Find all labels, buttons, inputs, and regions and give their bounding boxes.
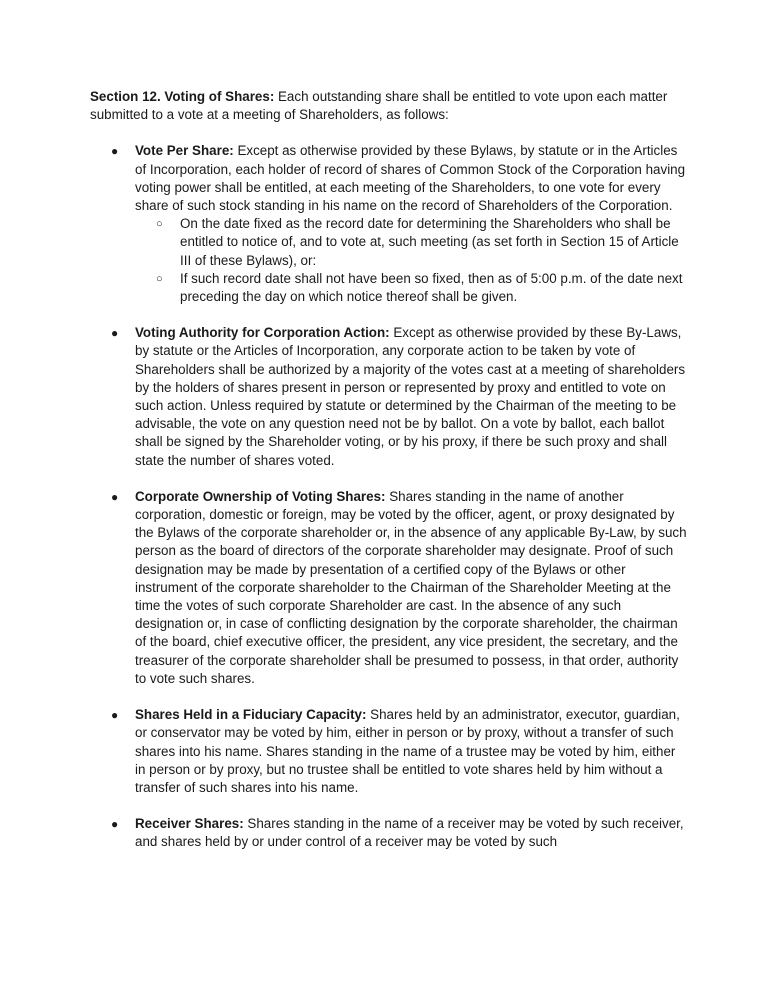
sub-list-item — [135, 270, 688, 306]
section-heading: Section 12. Voting of Shares: — [90, 89, 275, 104]
bullet-icon: ● — [111, 326, 119, 341]
item-title: Vote Per Share: — [135, 143, 234, 159]
bullet-icon: ● — [111, 708, 119, 723]
section-intro — [90, 88, 688, 124]
list-item — [90, 142, 688, 306]
list-item — [90, 706, 688, 797]
bullet-icon: ● — [111, 144, 119, 159]
sub-list — [135, 215, 688, 306]
item-text: Shares standing in the name of another corporation, domestic or foreign, may be voted by the officer, agent, or proxy designated by the Bylaws of the corporate shareholder or, in the absence of any applicable By-Law, by such person as the board of directors of the corporate shareholder may designate. Proof of such designation may be made by presentation of a certified copy of the Bylaws or other instrument of the corporate shareholder to the Chairman of the Shareholder Meeting at the time the votes of such corporate Shareholder are cast. In the absence of any such designation or, in case of conflicting designation by the corporate shareholder, the chairman of the board, chief executive officer, the president, any vice president, the secretary, and the treasurer of the corporate shareholder shall be presumed to possess, in that order, authority to vote such shares. — [135, 488, 687, 686]
item-title: Voting Authority for Corporation Action: — [135, 325, 390, 341]
item-text: Except as otherwise provided by these By-Laws, by statute or the Articles of Incorporation, any corporate action to be taken by vote of Shareholders shall be authorized by a majority of the votes cast at a meeting of shareholders by the holders of shares present in person or represented by proxy and entitled to vote on such action. Unless required by statute or determined by the Chairman of the meeting to be advisable, the vote on any question need not be by ballot. On a vote by ballot, each ballot shall be signed by the Shareholder voting, or by his proxy, if there be such proxy and shall state the number of shares voted. — [135, 325, 686, 468]
item-title: Corporate Ownership of Voting Shares: — [135, 488, 386, 504]
bullet-icon: ● — [111, 489, 119, 504]
circle-bullet-icon: ○ — [156, 218, 163, 231]
list-item — [90, 488, 688, 688]
sub-item-text: If such record date shall not have been so fixed, then as of 5:00 p.m. of the date next preceding the day on which notice thereof shall be given. — [180, 270, 683, 305]
item-text: Shares held by an administrator, executor, guardian, or conservator may be voted by him, either in person or by proxy, without a transfer of such shares into his name. Shares standing in the name of a trustee may be voted by him, either in person or by proxy, but no trustee shall be entitled to vote shares held by him without a transfer of such shares into his name. — [135, 707, 680, 795]
sub-item-text: On the date fixed as the record date for determining the Shareholders who shall be entitled to notice of, and to vote at, such meeting (as set forth in Section 15 of Article III of these Bylaws), or: — [180, 216, 679, 268]
circle-bullet-icon: ○ — [156, 272, 163, 285]
item-text: Except as otherwise provided by these Bylaws, by statute or in the Articles of Incorporation, each holder of record of shares of Common Stock of the Corporation having voting power shall be entitled, at each meeting of the Shareholders, to one vote for every share of such stock standing in his name on the record of Shareholders of the Corporation. — [135, 143, 686, 214]
document-page — [90, 88, 688, 870]
item-title: Shares Held in a Fiduciary Capacity: — [135, 707, 367, 723]
list-item — [90, 324, 688, 470]
sub-list-item — [135, 215, 688, 270]
voting-rules-list — [90, 142, 688, 851]
item-text: Shares standing in the name of a receiver may be voted by such receiver, and shares held by or under control of a receiver may be voted by such — [135, 816, 684, 850]
bullet-icon: ● — [111, 817, 119, 832]
item-title: Receiver Shares: — [135, 816, 244, 832]
list-item — [90, 815, 688, 851]
section-intro-text: Each outstanding share shall be entitled to vote upon each matter submitted to a vote at a meeting of Shareholders, as follows: — [90, 89, 668, 123]
